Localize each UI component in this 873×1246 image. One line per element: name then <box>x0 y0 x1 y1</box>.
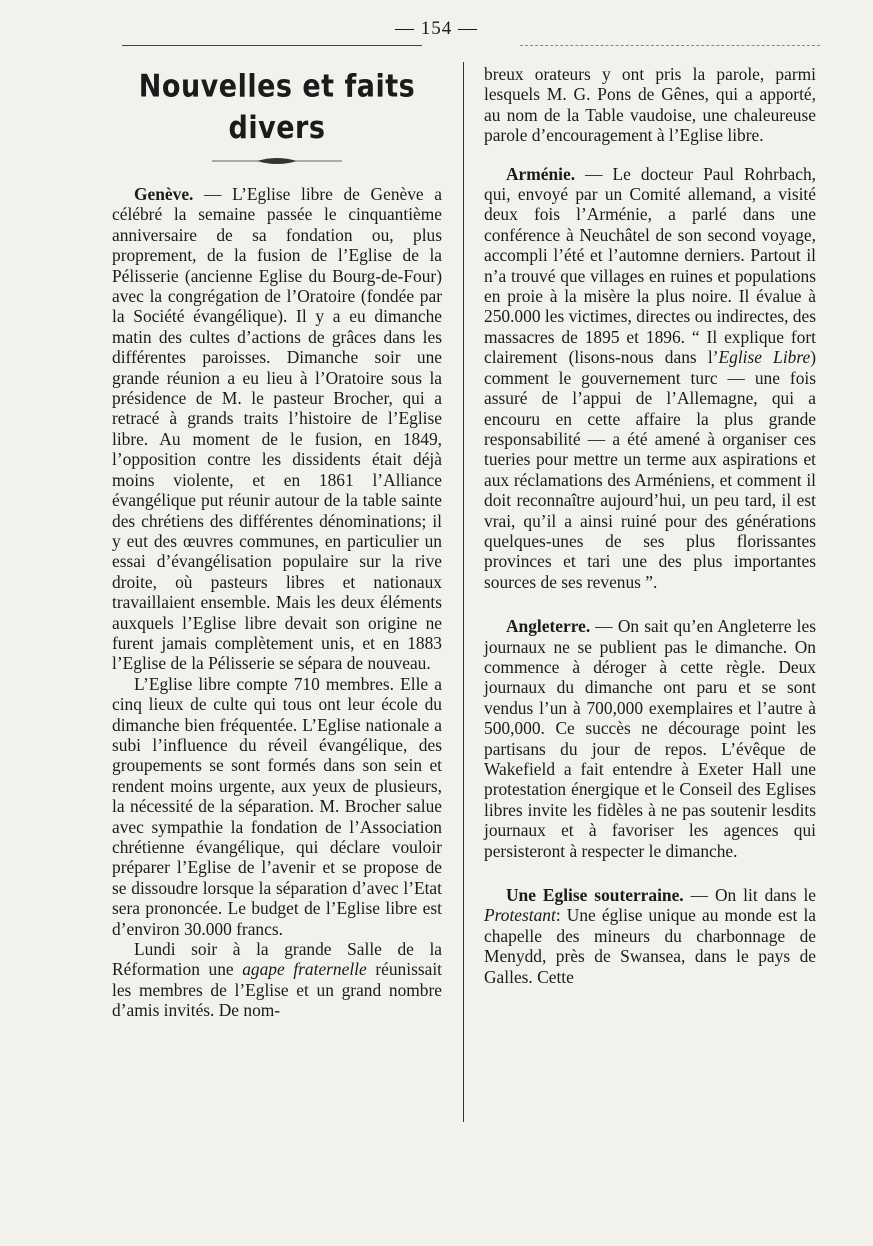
left-column <box>112 68 442 1021</box>
continued-text: breux orateurs y ont pris la parole, parmi lesquels M. G. Pons de Gênes, qui a apporté, au nom de la Table vaudoise, une chaleureuse parole d’encouragement à l’Eglise libre. <box>484 64 816 146</box>
article-souterraine: Une Eglise souterraine. — On lit dans le Protestant: Une église unique au monde est la chapelle des mineurs du charbonnage de Menydd, près de Swansea, dans le pays de Galles. Cette <box>484 885 816 987</box>
article-geneve <box>112 184 442 674</box>
header-rule <box>520 45 820 46</box>
ornament-divider <box>212 156 342 166</box>
article-geneve-p2: L’Eglise libre compte 710 membres. Elle a cinq lieux de culte qui tous ont leur école du dimanche bien fréquentée. L’Eglise nationale a subi l’influence du réveil évangélique, des groupements se sont formés dans son sein et rendent moins urgente, aux yeux de plusieurs, la nécessité de la séparation. M. Brocher salue avec sympathie la fondation de l’Association chrétienne évangélique, qui déclare vouloir préparer l’Eglise de l’avenir et se propose de se dissoudre lorsque la séparation d’avec l’Etat sera prononcée. Le budget de l’Eglise libre est d’environ 30.000 francs. <box>112 673 442 939</box>
article-armenie: Arménie. — Le docteur Paul Rohrbach, qui, envoyé par un Comité allemand, a visité deux fois l’Arménie, a parlé dans une conférence à Neuchâtel de son second voyage, accompli l’été et l’automne derniers. Partout il n’a trouvé que villages en ruines et populations en proie à la misère la plus noire. Il évalue à 250.000 les victimes, directes ou indirectes, des massacres de 1895 et 1896. “ Il explique fort clairement (lisons-nous dans l’Eglise Libre) comment le gouvernement turc — une fois assuré de l’appui de l’Allemagne, qui a encouru en cette affaire la plus grande responsabilité — a été amené à organiser ces tueries pour mettre un terme aux aspirations et aux réclamations des Arméniens, et comment il doit reconnaître aujourd’hui, un peu tard, il est vrai, qu’il a ainsi ruiné pour des générations quelques-unes de ses plus florissantes provinces et tari une des plus importantes sources de ses revenus ”. <box>484 163 816 592</box>
header-rule <box>122 45 422 46</box>
article-angleterre: Angleterre. — On sait qu’en Angleterre les journaux ne se publient pas le dimanche. On commence à déroger à cette règle. Deux journaux du dimanche ont paru et se sont vendus l’un à 700,000 exemplaires et l’autre à 500,000. Ce succès ne décourage point les partisans du jour de repos. L’évêque de Wakefield a fait entendre à Exeter Hall une protestation énergique et le Conseil des Eglises libres invite les fidèles à ne pas soutenir lesdits journaux et à favoriser les agences qui persisteront à respecter le dimanche. <box>484 616 816 861</box>
right-column <box>484 64 816 987</box>
page-number: — 154 — <box>395 18 478 39</box>
section-title: Nouvelles et faits divers <box>138 68 416 146</box>
column-divider <box>463 62 464 1122</box>
headword: Genève. <box>134 184 194 204</box>
article-geneve-p3: Lundi soir à la grande Salle de la Réformation une agape fraternelle réunissait les membres de l’Eglise et un grand nombre d’amis invités. De nom- <box>112 939 442 1021</box>
article-text: — L’Eglise libre de Genève a célébré la semaine passée le cinquantième anniversaire de sa fondation ou, plus proprement, de la fusion de l’Eglise de la Pélisserie (ancienne Eglise du Bourg-de-Four) avec la congrégation de l’Oratoire (fondée par la Société évangélique). Il y a eu dimanche matin des cultes d’actions de grâces dans les différentes paroisses. Dimanche soir une grande réunion a eu lieu à l’Oratoire sous la présidence de M. le pasteur Brocher, qui a retracé à grands traits l’histoire de l’Eglise libre. Au moment de le fusion, en 1849, l’opposition contre les dissidents était déjà moins violente, et en 1861 l’Alliance évangélique put réunir autour de la table sainte des chrétiens des différentes dénominations; il y eut des œuvres communes, en particulier un essai d’évangélisation populaire sur la rive droite, où pasteurs libres et nationaux travaillaient ensemble. Mais les deux éléments auxquels l’Eglise libre devait son origine ne furent jamais complètement unis, et en 1883 l’Eglise de la Pélisserie se sépara de nouveau. <box>112 184 442 674</box>
